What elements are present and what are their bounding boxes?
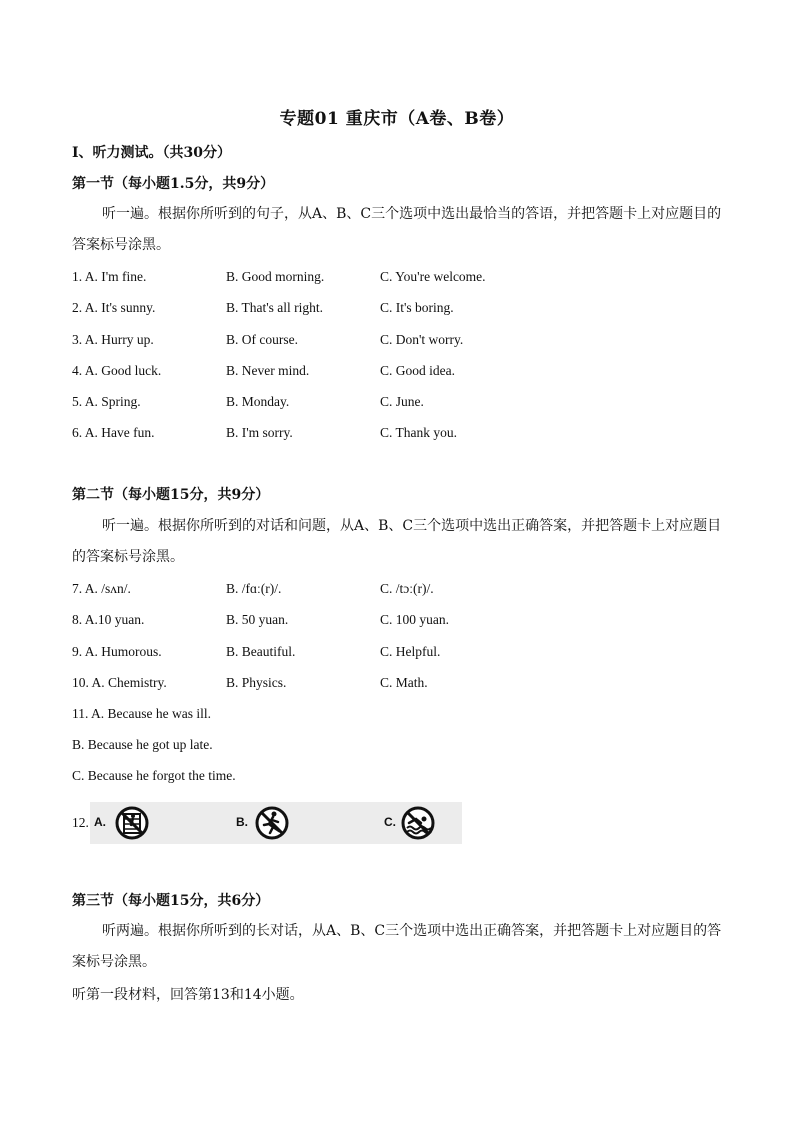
part2-heading: 第二节（每小题15分，共9分） — [72, 487, 270, 503]
option-b-label: B. — [236, 815, 248, 829]
option-b: B. I'm sorry. — [226, 425, 293, 440]
option-a: 11. A. Because he was ill. — [72, 706, 211, 721]
option-a: 3. A. Hurry up. — [72, 332, 154, 347]
option-a: 1. A. I'm fine. — [72, 269, 147, 284]
question-12-number: 12. — [72, 815, 89, 830]
option-c-label: C. — [384, 815, 396, 829]
option-a: 10. A. Chemistry. — [72, 675, 167, 690]
question-12-image-strip — [90, 802, 462, 844]
no-climbing-sign-icon — [114, 805, 150, 841]
option-b: B. Physics. — [226, 675, 287, 690]
page-title: 专题01 重庆市（A卷、B卷） — [279, 109, 515, 129]
option-b: B. Never mind. — [226, 363, 310, 378]
part3-instruction: 听两遍。根据你所听到的长对话，从A、B、C三个选项中选出正确答案，并把答题卡上对应题目的答案标号涂黑。 — [72, 923, 722, 970]
option-b: B. /fɑː(r)/. — [226, 581, 282, 596]
option-a: 7. A. /sʌn/. — [72, 581, 131, 596]
part3-sub-instruction: 听第一段材料，回答第13和14小题。 — [72, 987, 304, 1003]
option-b: B. Of course. — [226, 332, 298, 347]
section-heading-listening: I、听力测试。（共30分） — [72, 145, 232, 161]
option-c: C. It's boring. — [380, 300, 454, 315]
option-b: B. Beautiful. — [226, 644, 296, 659]
no-running-sign-icon — [254, 805, 290, 841]
option-c: C. Don't worry. — [380, 332, 464, 347]
option-c: C. Because he forgot the time. — [72, 768, 236, 783]
option-a: 9. A. Humorous. — [72, 644, 162, 659]
option-b: B. Good morning. — [226, 269, 325, 284]
option-c: C. /tɔː(r)/. — [380, 581, 434, 596]
option-c: C. Math. — [380, 675, 428, 690]
option-c: C. Helpful. — [380, 644, 441, 659]
option-a: 5. A. Spring. — [72, 394, 141, 409]
option-a: 4. A. Good luck. — [72, 363, 162, 378]
part1-heading: 第一节（每小题1.5分，共9分） — [72, 176, 275, 192]
option-c: C. Good idea. — [380, 363, 455, 378]
option-b: B. That's all right. — [226, 300, 324, 315]
part2-instruction: 听一遍。根据你所听到的对话和问题，从A、B、C三个选项中选出正确答案，并把答题卡上对应题目的答案标号涂黑。 — [72, 518, 722, 565]
option-b: B. 50 yuan. — [226, 612, 289, 627]
part3-heading: 第三节（每小题15分，共6分） — [72, 893, 270, 909]
option-a-label: A. — [94, 815, 106, 829]
option-c: C. 100 yuan. — [380, 612, 449, 627]
option-c: C. Thank you. — [380, 425, 457, 440]
option-a: 2. A. It's sunny. — [72, 300, 156, 315]
option-c: C. You're welcome. — [380, 269, 486, 284]
option-b: B. Monday. — [226, 394, 290, 409]
part1-instruction: 听一遍。根据你所听到的句子，从A、B、C三个选项中选出最恰当的答语，并把答题卡上对应题目的答案标号涂黑。 — [72, 206, 722, 253]
option-c: C. June. — [380, 394, 424, 409]
option-a: 8. A.10 yuan. — [72, 612, 145, 627]
no-swimming-sign-icon — [400, 805, 436, 841]
option-a: 6. A. Have fun. — [72, 425, 155, 440]
option-b: B. Because he got up late. — [72, 737, 213, 752]
